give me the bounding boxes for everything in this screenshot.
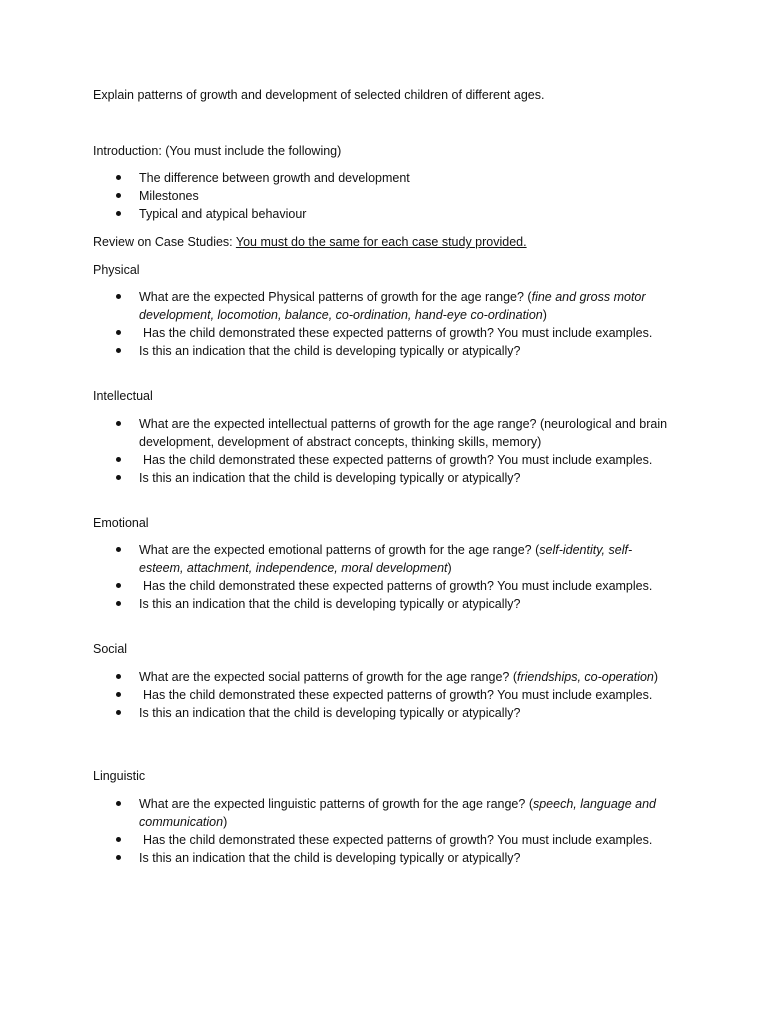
list-item xyxy=(0,795,669,831)
bullet-icon xyxy=(116,674,121,679)
question-text: What are the expected intellectual patterns of growth for the age range? (neurological and brain development, development of abstract concepts, thinking skills, memory) xyxy=(139,417,668,449)
question-text: Is this an indication that the child is developing typically or atypically? xyxy=(139,706,521,720)
linguistic-list xyxy=(0,795,768,867)
question-examples: speech, language and communication xyxy=(139,797,657,829)
list-item xyxy=(0,415,669,451)
bullet-icon xyxy=(116,421,121,426)
intellectual-list xyxy=(0,415,768,487)
question-text: What are the expected linguistic patterns of growth for the age range? ( xyxy=(139,797,533,811)
list-item xyxy=(0,169,669,187)
list-item xyxy=(0,704,669,722)
question-text: Is this an indication that the child is developing typically or atypically? xyxy=(139,344,521,358)
question-text: What are the expected emotional patterns of growth for the age range? ( xyxy=(139,543,540,557)
list-item xyxy=(0,288,669,324)
introduction-label: Introduction: xyxy=(93,144,162,158)
physical-list xyxy=(0,288,768,360)
list-item xyxy=(0,469,669,487)
list-item xyxy=(0,686,669,704)
bullet-icon xyxy=(116,348,121,353)
bullet-icon xyxy=(116,457,121,462)
section-heading-intellectual: Intellectual xyxy=(93,389,153,403)
introduction-item: Typical and atypical behaviour xyxy=(139,207,307,221)
question-examples: self-identity, self-esteem, attachment, independence, moral development xyxy=(139,543,633,575)
social-list xyxy=(0,668,768,722)
introduction-list xyxy=(0,169,768,223)
list-item xyxy=(0,541,669,577)
bullet-icon xyxy=(116,330,121,335)
question-examples: fine and gross motor development, locomotion, balance, co-ordination, hand-eye co-ordination xyxy=(139,290,646,322)
bullet-icon xyxy=(116,211,121,216)
bullet-icon xyxy=(116,583,121,588)
bullet-icon xyxy=(116,801,121,806)
question-close: ) xyxy=(653,670,659,684)
bullet-icon xyxy=(116,692,121,697)
document-title: Explain patterns of growth and development of selected children of different ages. xyxy=(93,88,545,102)
question-text: Has the child demonstrated these expected patterns of growth? You must include examples. xyxy=(143,579,653,593)
question-text: Has the child demonstrated these expected patterns of growth? You must include examples. xyxy=(143,688,653,702)
list-item xyxy=(0,595,669,613)
question-close: ) xyxy=(447,561,452,575)
bullet-icon xyxy=(116,837,121,842)
question-close: ) xyxy=(542,308,547,322)
review-heading xyxy=(93,233,527,251)
list-item xyxy=(0,668,669,686)
introduction-heading xyxy=(93,142,341,160)
bullet-icon xyxy=(116,855,121,860)
bullet-icon xyxy=(116,175,121,180)
question-text: Is this an indication that the child is developing typically or atypically? xyxy=(139,597,521,611)
bullet-icon xyxy=(116,193,121,198)
question-text: What are the expected social patterns of growth for the age range? ( xyxy=(139,670,517,684)
bullet-icon xyxy=(116,601,121,606)
list-item xyxy=(0,831,669,849)
introduction-item: The difference between growth and development xyxy=(139,171,410,185)
list-item xyxy=(0,205,669,223)
question-text: Has the child demonstrated these expected patterns of growth? You must include examples. xyxy=(143,326,653,340)
list-item xyxy=(0,342,669,360)
emotional-list xyxy=(0,541,768,613)
question-examples: friendships, co-operation xyxy=(517,670,654,684)
section-heading-linguistic: Linguistic xyxy=(93,769,146,783)
question-text: Has the child demonstrated these expected patterns of growth? You must include examples. xyxy=(143,833,653,847)
section-heading-physical: Physical xyxy=(93,263,140,277)
question-text: Has the child demonstrated these expected patterns of growth? You must include examples. xyxy=(143,453,653,467)
bullet-icon xyxy=(116,475,121,480)
list-item xyxy=(0,187,669,205)
list-item xyxy=(0,849,669,867)
question-close: ) xyxy=(223,815,228,829)
bullet-icon xyxy=(116,547,121,552)
review-emphasis: You must do the same for each case study provided. xyxy=(235,235,527,249)
introduction-item: Milestones xyxy=(139,189,199,203)
question-text: Is this an indication that the child is developing typically or atypically? xyxy=(139,471,521,485)
introduction-note: (You must include the following) xyxy=(161,144,342,158)
section-heading-emotional: Emotional xyxy=(93,516,149,530)
question-text: Is this an indication that the child is developing typically or atypically? xyxy=(139,851,521,865)
question-text: What are the expected Physical patterns of growth for the age range? ( xyxy=(139,290,532,304)
bullet-icon xyxy=(116,294,121,299)
list-item xyxy=(0,577,669,595)
review-label: Review on Case Studies: xyxy=(93,235,236,249)
section-heading-social: Social xyxy=(93,642,128,656)
list-item xyxy=(0,324,669,342)
bullet-icon xyxy=(116,710,121,715)
list-item xyxy=(0,451,669,469)
